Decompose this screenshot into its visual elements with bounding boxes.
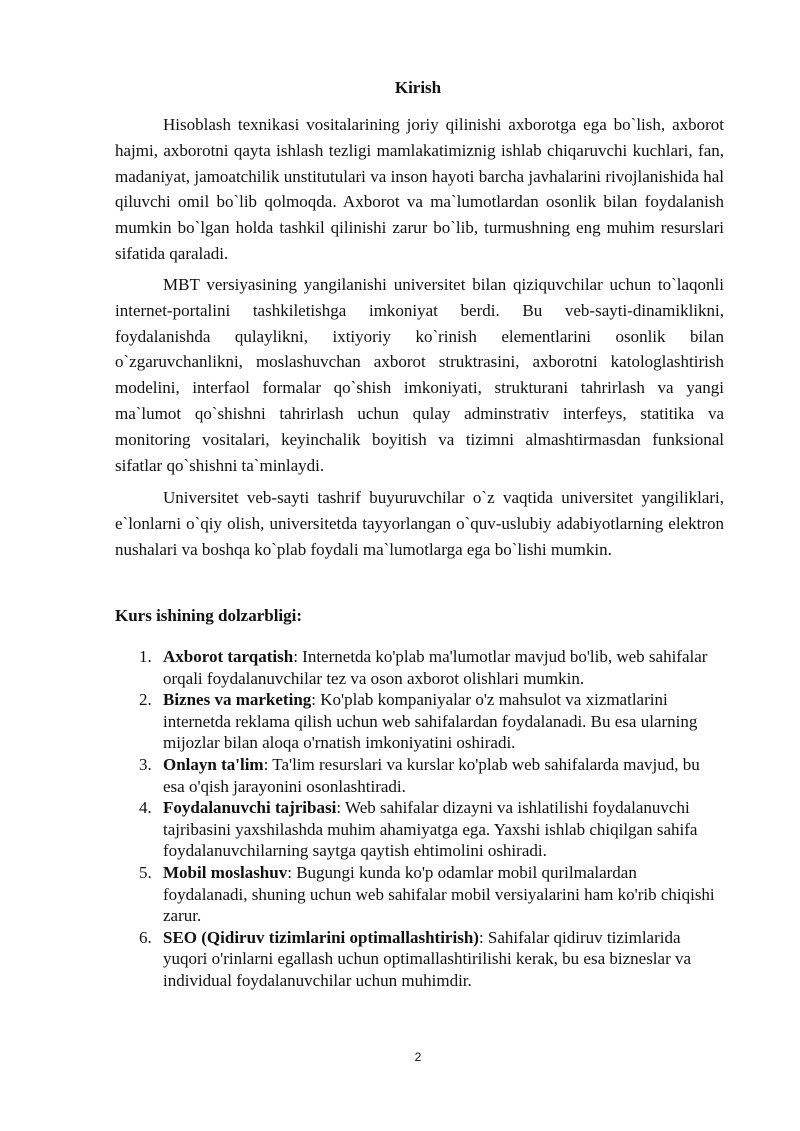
list-item <box>115 797 724 862</box>
list-item-number: 6. <box>139 927 152 947</box>
list-item-number: 3. <box>139 754 152 774</box>
list-item-number: 5. <box>139 862 152 882</box>
list-item-text: : Ko'plab kompaniyalar o'z mahsulot va xizmatlarini internetda reklama qilish uchun web sahifalardan foydalanadi. Bu esa ularning mijozlar bilan aloqa o'rnatish imkoniyatini oshiradi. <box>163 690 698 753</box>
paragraph-university-site: Universitet veb-sayti tashrif buyuruvchilar o`z vaqtida universitet yangiliklari, e`lonlarni o`qiy olish, universitetda tayyorlangan o`quv-uslubiy adabiyotlarning elektron nushalari va boshqa ko`plab foydali ma`lumotlarga ega bo`lishi mumkin. <box>115 488 724 559</box>
list-item <box>115 689 724 754</box>
list-item-term: Onlayn ta'lim <box>163 754 264 774</box>
list-item-text: : Ta'lim resurslari va kurslar ko'plab web sahifalarda mavjud, bu esa o'qish jarayonini osonlashtiradi. <box>163 754 700 796</box>
list-item-term: SEO (Qidiruv tizimlarini optimallashtirish) <box>163 927 479 947</box>
list-item-number: 1. <box>139 647 152 666</box>
list-item-text: : Internetda ko'plab ma'lumotlar mavjud bo'lib, web sahifalar orqali foydalanuvchilar tez va oson axborot olishlari mumkin. <box>163 647 708 688</box>
list-item <box>115 862 724 927</box>
list-item-text: : Bugungi kunda ko'p odamlar mobil qurilmalardan foydalanadi, shuning uchun web sahifalar mobil versiyalarini ham ko'rib chiqishi zarur. <box>163 862 715 926</box>
paragraph-intro: Hisoblash texnikasi vositalarining joriy qilinishi axborotga ega bo`lish, axborot hajmi, axborotni qayta ishlash tezligi mamlakatimiznig ishlab chiqaruvchi kuchlari, fan, madaniyat, jamoatchilik unstitutulari va inson hayoti barcha javhalarini rivojlanishida hal qiluvchi omil bo`lib qolmoqda. Axborot va ma`lumotlardan osonlik bilan foydalanish mumkin bo`lgan holda tashkil qilinishi zarur bo`lib, turmushning eng muhim resurslari sifatida qaraladi. <box>115 115 724 263</box>
list-item-term: Foydalanuvchi tajribasi <box>163 798 337 818</box>
list-item-number: 4. <box>139 798 152 818</box>
list-item-term: Axborot tarqatish <box>163 647 294 666</box>
document-title: Kirish <box>394 78 442 97</box>
list-item <box>115 754 724 797</box>
paragraph-mbt-version: MBT versiyasining yangilanishi universitet bilan qiziquvchilar uchun to`laqonli internet-portalini tashkiletishga imkoniyat berdi. Bu veb-sayti-dinamiklikni, foydalanishda qulaylikni, ixtiyoriy ko`rinish elementlarini osonlik bilan o`zgaruvchanlikni, moslashuvchan axborot struktrasini, axborotni katologlashtirish modelini, interfaol formalar qo`shish imkoniyati, strukturani tahrirlash va yangi ma`lumot qo`shishni tahrirlash uchun qulay adminstrativ interfeys, statitika va monitoring vositalari, keyinchalik boyitish va tizimni almashtirmasdan funksional sifatlar qo`shishni ta`minlaydi. <box>115 275 724 475</box>
section-heading-relevance: Kurs ishining dolzarbligi: <box>115 606 303 625</box>
relevance-list <box>115 646 724 992</box>
page-number: 2 <box>414 1050 422 1064</box>
list-item-text: : Sahifalar qidiruv tizimlarida yuqori o'rinlarni egallash uchun optimallashtirilishi kerak, bu esa bizneslar va individual foydalanuvchilar uchun muhimdir. <box>163 927 692 990</box>
list-item-term: Biznes va marketing <box>163 690 312 710</box>
list-item <box>115 927 724 992</box>
list-item-term: Mobil moslashuv <box>163 862 288 882</box>
list-item-text: : Web sahifalar dizayni va ishlatilishi foydalanuvchi tajribasini yaxshilashda muhim ahamiyatga ega. Yaxshi ishlab chiqilgan sahifa foydalanuvchilarning saytga qaytish ehtimolini oshiradi. <box>163 798 698 861</box>
list-item-number: 2. <box>139 690 152 710</box>
list-item <box>115 646 724 689</box>
